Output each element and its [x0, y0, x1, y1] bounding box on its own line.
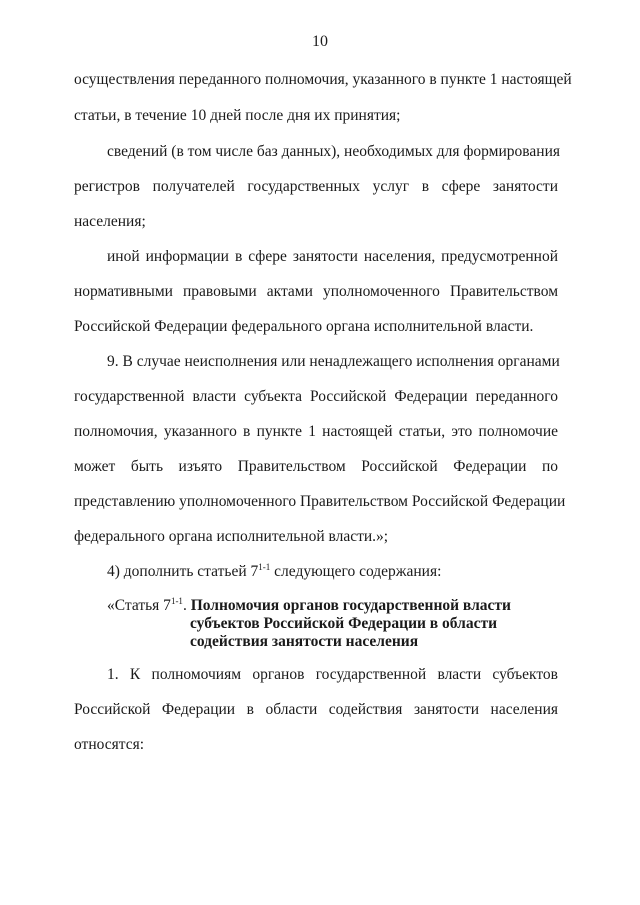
- text-line: иной информации в сфере занятости населения, предусмотренной: [107, 248, 558, 265]
- text-line: государственной власти субъекта Российской Федерации переданного: [74, 388, 558, 405]
- article-heading: [107, 597, 567, 615]
- text-line: полномочия, указанного в пункте 1 настоящей статьи, это полномочие: [74, 423, 558, 440]
- text-line: нормативными правовыми актами уполномоченного Правительством: [74, 283, 558, 300]
- text-line: населения;: [74, 213, 146, 230]
- amendment-superscript: 1-1: [258, 562, 271, 572]
- amendment-line: [107, 562, 558, 582]
- text-line: сведений (в том числе баз данных), необходимых для формирования: [107, 143, 560, 160]
- text-line: регистров получателей государственных услуг в сфере занятости: [74, 178, 558, 195]
- article-title-line: содействия занятости населения: [190, 633, 419, 650]
- article-title: Полномочия органов государственной власти: [190, 597, 511, 614]
- text-line: относятся:: [74, 736, 145, 753]
- text-line: осуществления переданного полномочия, указанного в пункте 1 настоящей: [74, 71, 572, 88]
- text-line: статьи, в течение 10 дней после дня их принятия;: [74, 107, 401, 124]
- text-line: 1. К полномочиям органов государственной власти субъектов: [107, 666, 558, 683]
- amendment-text: 4) дополнить статьей 7: [107, 563, 259, 580]
- text-line: федерального органа исполнительной власти.»;: [74, 528, 389, 545]
- article-label: «Статья 7: [107, 597, 171, 614]
- page-number: 10: [312, 33, 328, 50]
- text-line: Российской Федерации в области содействия занятости населения: [74, 701, 558, 718]
- text-line: 9. В случае неисполнения или ненадлежащего исполнения органами: [107, 353, 560, 370]
- text-line: Российской Федерации федерального органа исполнительной власти.: [74, 318, 534, 335]
- text-line: может быть изъято Правительством Российской Федерации по: [74, 458, 558, 475]
- text-line: представлению уполномоченного Правительством Российской Федерации: [74, 493, 566, 510]
- article-title-line: субъектов Российской Федерации в области: [190, 615, 498, 632]
- article-superscript: 1-1: [170, 596, 183, 606]
- amendment-text-end: следующего содержания:: [270, 563, 442, 580]
- article-dot: .: [182, 597, 187, 614]
